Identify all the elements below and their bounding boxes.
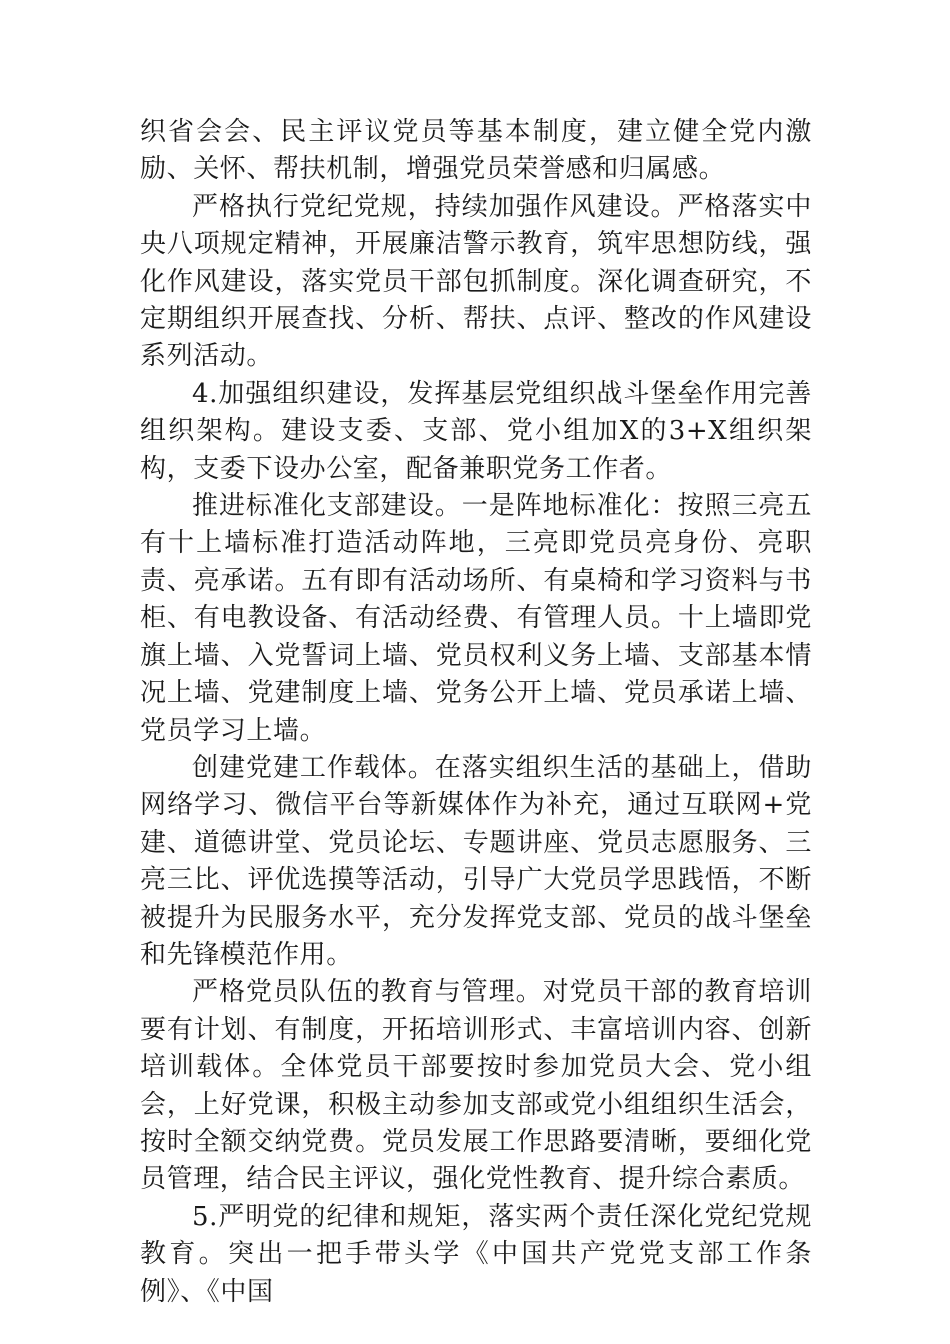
document-page <box>140 114 812 1311</box>
paragraph-continuation: 织省会会、民主评议党员等基本制度，建立健全党内激励、关怀、帮扶机制，增强党员荣誉感和归属感。 <box>140 117 812 185</box>
paragraph-member-education: 严格党员队伍的教育与管理。对党员干部的教育培训要有计划、有制度，开拓培训形式、丰富培训内容、创新培训载体。全体党员干部要按时参加党员大会、党小组会，上好党课，积极主动参加支部或党小组组织生活会，按时全额交纳党费。党员发展工作思路要清晰，要细化党员管理，结合民主评议，强化党性教育、提升综合素质。 <box>140 977 812 1195</box>
paragraph-organization-building: 4.加强组织建设，发挥基层党组织战斗堡垒作用完善组织架构。建设支委、支部、党小组加X的3+X组织架构，支委下设办公室，配备兼职党务工作者。 <box>140 378 812 484</box>
paragraph-discipline-style: 严格执行党纪党规，持续加强作风建设。严格落实中央八项规定精神，开展廉洁警示教育，筑牢思想防线，强化作风建设，落实党员干部包抓制度。深化调查研究，不定期组织开展查找、分析、帮扶、点评、整改的作风建设系列活动。 <box>140 191 812 372</box>
paragraph-standard-branch: 推进标准化支部建设。一是阵地标准化：按照三亮五有十上墙标准打造活动阵地，三亮即党员亮身份、亮职责、亮承诺。五有即有活动场所、有桌椅和学习资料与书柜、有电教设备、有活动经费、有管理人员。十上墙即党旗上墙、入党誓词上墙、党员权利义务上墙、支部基本情况上墙、党建制度上墙、党务公开上墙、党员承诺上墙、党员学习上墙。 <box>140 491 812 746</box>
paragraph-party-carrier: 创建党建工作载体。在落实组织生活的基础上，借助网络学习、微信平台等新媒体作为补充，通过互联网+党建、道德讲堂、党员论坛、专题讲座、党员志愿服务、三亮三比、评优选摸等活动，引导广大党员学思践悟，不断被提升为民服务水平，充分发挥党支部、党员的战斗堡垒和先锋模范作用。 <box>140 752 812 970</box>
paragraph-party-rules: 5.严明党的纪律和规矩，落实两个责任深化党纪党规教育。突出一把手带头学《中国共产党党支部工作条例》、《中国 <box>140 1201 812 1307</box>
